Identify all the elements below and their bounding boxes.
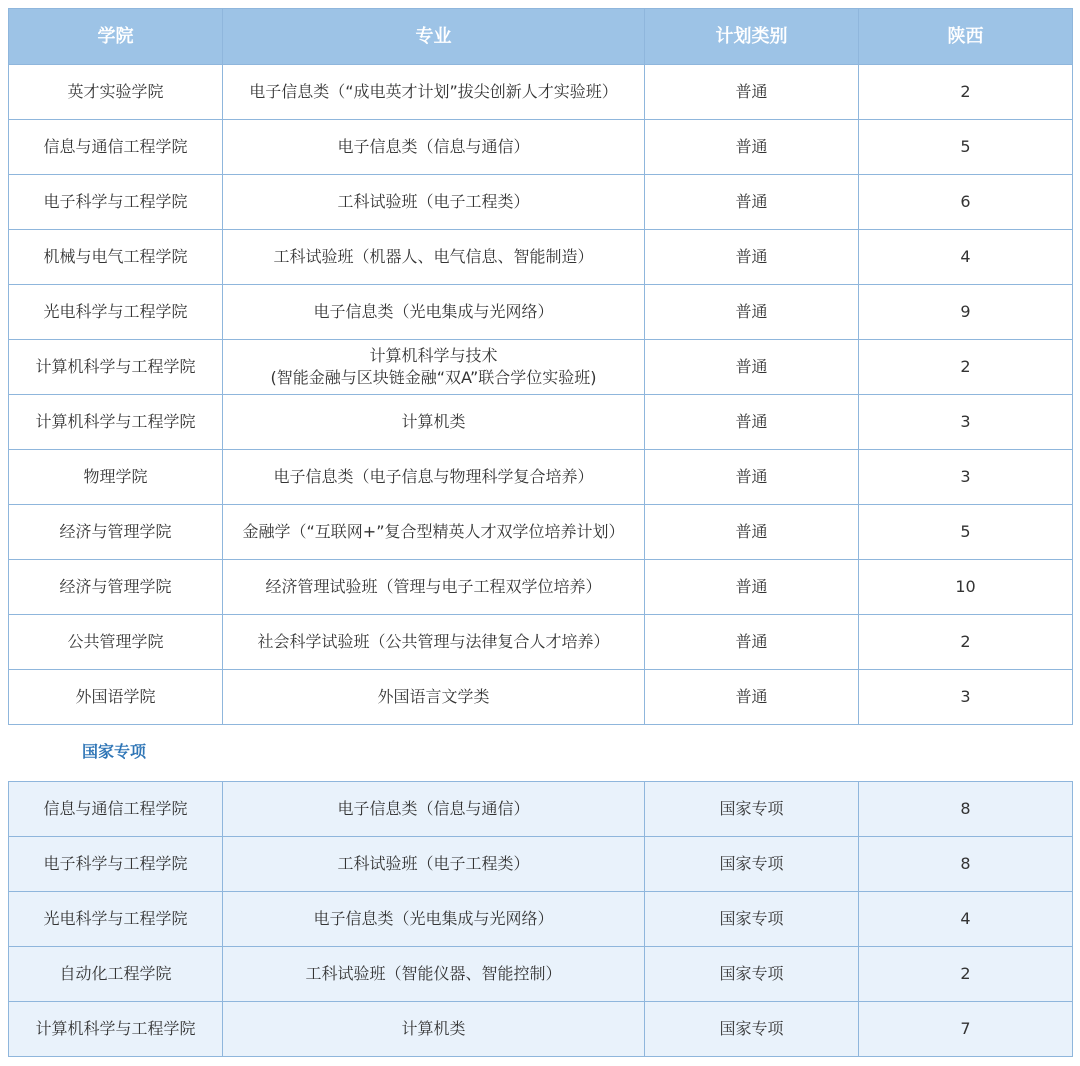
college-cell: 计算机科学与工程学院 [9, 395, 223, 450]
table-row [9, 450, 1073, 505]
count-cell: 4 [859, 230, 1073, 285]
major-cell: 工科试验班（机器人、电气信息、智能制造） [223, 230, 645, 285]
count-cell: 5 [859, 505, 1073, 560]
table-row [9, 947, 1073, 1002]
major-line-2: (智能金融与区块链金融“双A”联合学位实验班) [270, 368, 597, 387]
college-cell: 经济与管理学院 [9, 560, 223, 615]
count-cell: 2 [859, 65, 1073, 120]
count-cell: 7 [859, 1002, 1073, 1057]
plan-type-cell: 普通 [645, 670, 859, 725]
plan-type-cell: 普通 [645, 230, 859, 285]
count-cell: 6 [859, 175, 1073, 230]
college-cell: 外国语学院 [9, 670, 223, 725]
table-row [9, 670, 1073, 725]
major-cell: 电子信息类（信息与通信） [223, 782, 645, 837]
major-cell: 电子信息类（电子信息与物理科学复合培养） [223, 450, 645, 505]
count-cell: 10 [859, 560, 1073, 615]
table-row [9, 285, 1073, 340]
college-cell: 计算机科学与工程学院 [9, 1002, 223, 1057]
plan-type-cell: 普通 [645, 285, 859, 340]
plan-type-cell: 普通 [645, 505, 859, 560]
college-cell: 机械与电气工程学院 [9, 230, 223, 285]
count-cell: 4 [859, 892, 1073, 947]
major-cell: 电子信息类（光电集成与光网络） [223, 892, 645, 947]
table-row [9, 120, 1073, 175]
count-cell: 2 [859, 947, 1073, 1002]
college-cell: 物理学院 [9, 450, 223, 505]
section-title-national-special: 国家专项 [82, 742, 147, 761]
major-cell: 工科试验班（智能仪器、智能控制） [223, 947, 645, 1002]
plan-type-cell: 国家专项 [645, 947, 859, 1002]
major-line-1: 计算机科学与技术 [369, 346, 498, 365]
count-cell: 2 [859, 615, 1073, 670]
table-row [9, 892, 1073, 947]
count-cell: 9 [859, 285, 1073, 340]
major-cell: 经济管理试验班（管理与电子工程双学位培养） [223, 560, 645, 615]
table-row [9, 230, 1073, 285]
plan-type-cell: 普通 [645, 450, 859, 505]
header-shaanxi: 陕西 [859, 9, 1073, 65]
count-cell: 8 [859, 782, 1073, 837]
college-cell: 自动化工程学院 [9, 947, 223, 1002]
college-cell: 光电科学与工程学院 [9, 285, 223, 340]
plan-type-cell: 国家专项 [645, 1002, 859, 1057]
college-cell: 计算机科学与工程学院 [9, 340, 223, 395]
table-row [9, 340, 1073, 395]
national-special-table [8, 781, 1073, 1057]
college-cell: 电子科学与工程学院 [9, 837, 223, 892]
table-row [9, 1002, 1073, 1057]
major-cell: 社会科学试验班（公共管理与法律复合人才培养） [223, 615, 645, 670]
table-row [9, 782, 1073, 837]
table-row [9, 615, 1073, 670]
count-cell: 3 [859, 450, 1073, 505]
header-college: 学院 [9, 9, 223, 65]
count-cell: 3 [859, 670, 1073, 725]
major-cell: 计算机类 [223, 395, 645, 450]
count-cell: 5 [859, 120, 1073, 175]
table-row [9, 560, 1073, 615]
major-cell: 电子信息类（“成电英才计划”拔尖创新人才实验班） [223, 65, 645, 120]
plan-type-cell: 普通 [645, 340, 859, 395]
admission-plan-table [8, 8, 1073, 725]
table-row [9, 175, 1073, 230]
major-cell: 金融学（“互联网+”复合型精英人才双学位培养计划） [223, 505, 645, 560]
table-row [9, 505, 1073, 560]
college-cell: 经济与管理学院 [9, 505, 223, 560]
plan-type-cell: 普通 [645, 615, 859, 670]
college-cell: 英才实验学院 [9, 65, 223, 120]
major-cell: 工科试验班（电子工程类） [223, 837, 645, 892]
college-cell: 光电科学与工程学院 [9, 892, 223, 947]
college-cell: 信息与通信工程学院 [9, 120, 223, 175]
college-cell: 公共管理学院 [9, 615, 223, 670]
major-cell: 工科试验班（电子工程类） [223, 175, 645, 230]
plan-type-cell: 普通 [645, 120, 859, 175]
count-cell: 3 [859, 395, 1073, 450]
major-cell: 电子信息类（信息与通信） [223, 120, 645, 175]
plan-type-cell: 国家专项 [645, 892, 859, 947]
plan-type-cell: 普通 [645, 560, 859, 615]
major-cell: 电子信息类（光电集成与光网络） [223, 285, 645, 340]
college-cell: 信息与通信工程学院 [9, 782, 223, 837]
header-major: 专业 [223, 9, 645, 65]
count-cell: 8 [859, 837, 1073, 892]
header-plan-type: 计划类别 [645, 9, 859, 65]
header-row [9, 9, 1073, 65]
plan-type-cell: 普通 [645, 65, 859, 120]
plan-type-cell: 国家专项 [645, 837, 859, 892]
major-cell: 计算机类 [223, 1002, 645, 1057]
plan-type-cell: 普通 [645, 175, 859, 230]
table-row [9, 65, 1073, 120]
table-row [9, 837, 1073, 892]
major-cell: 外国语言文学类 [223, 670, 645, 725]
college-cell: 电子科学与工程学院 [9, 175, 223, 230]
plan-type-cell: 国家专项 [645, 782, 859, 837]
major-cell [223, 340, 645, 395]
table-row [9, 395, 1073, 450]
plan-type-cell: 普通 [645, 395, 859, 450]
count-cell: 2 [859, 340, 1073, 395]
